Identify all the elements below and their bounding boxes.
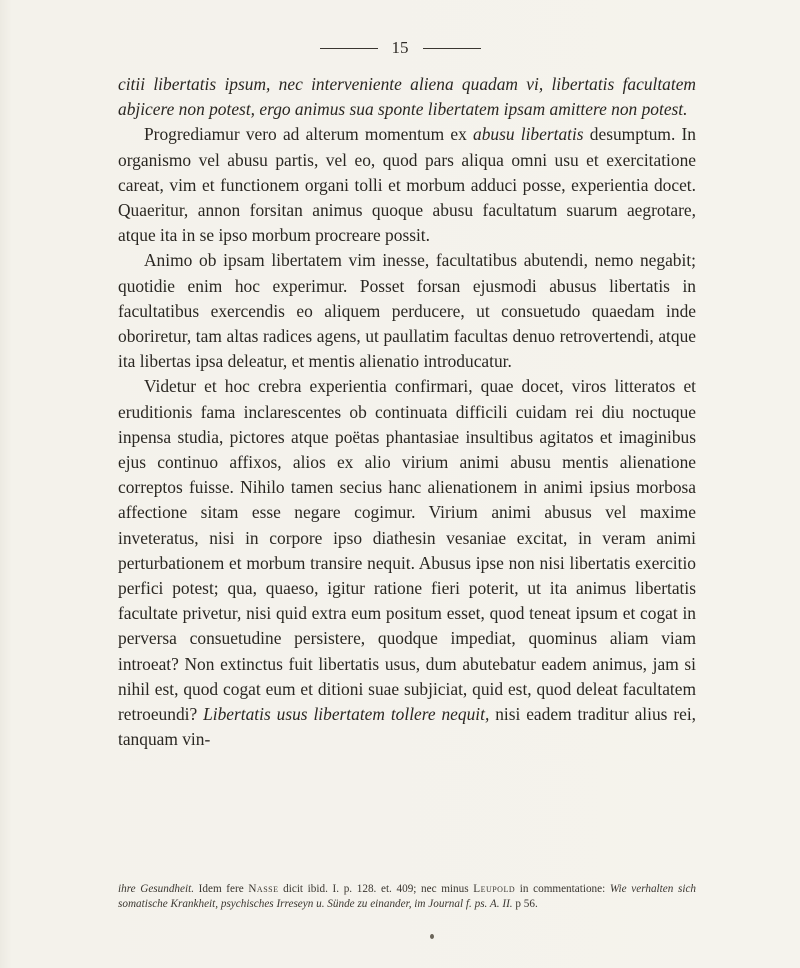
paragraph-4-text-a: Videtur et hoc crebra experientia confirmari, quae docet, viros litteratos et eruditionis fama inclarescentes ob continuata difficili cuidam rei diu noctuque inpensa studia, pictores atque poëtas phantasiae insultibus agitatos et imaginibus ejus continuo affixos, alios ex alio virium animi abusu mentis alienatione correptos fuisse. Nihilo tamen secius hanc alienationem in animi ipsius morbosa affectione sitam esse negare cogimur. Virium animi abusus vel maxime inveteratus, nisi in corpore ipso diathesin vesaniae excitat, in veram animi perturbationem et morbum transire nequit. Abusus ipse non nisi libertatis exercitio perfici potest; qua, quaeso, igitur ratione fieri poterit, ut ita animus libertatis facultate privetur, nisi quid extra eum positum esset, quod teneat ipsum et cogat in perversa consuetudine persistere, quodque impediat, quominus aliam viam introeat? Non extinctus fuit libertatis usus, dum abutebatur eadem animus, jam si nihil est, quod cogat eum et ditioni suae subjiciat, quid est, quod deleat facultatem retroeundi? bbox=[118, 376, 696, 725]
footnote-italic-1: ihre Gesundheit. bbox=[118, 883, 195, 895]
footnote-text-4: p 56. bbox=[512, 897, 538, 910]
footnote-text-3: in commentatione: bbox=[515, 883, 610, 895]
paragraph-1-italic: citii libertatis ipsum, nec interveniente aliena quadam vi, libertatis facultatem abjicere non potest, ergo animus sua sponte libertatem ipsam amittere non potest. bbox=[118, 74, 696, 120]
paragraph-2-text-a: Progrediamur vero ad alterum momentum ex bbox=[144, 124, 473, 145]
header-rule-left bbox=[320, 48, 378, 49]
paragraph-4-text-b: nisi eadem traditur alius rei, tanquam vin- bbox=[118, 704, 697, 750]
paragraph-3: Animo ob ipsam libertatem vim inesse, facultatibus abutendi, nemo negabit; quotidie enim hoc experimur. Posset forsan ejusmodi abusus libertatis in facultatibus exercendis eo aliquem perducere, ut consuetudo quaedam inde oborirеtur, tam altas radices agens, ut paullatim facultas denuo retrovertendi, atque ita libertas ipsa deleatur, et mentis alienatio introducatur. bbox=[118, 250, 696, 372]
footnote-author-nasse: Nasse bbox=[248, 883, 279, 895]
footnote-author-leupold: Leupold bbox=[473, 883, 516, 895]
paragraph-4 bbox=[118, 374, 696, 752]
paragraph-2-italic: abusu libertatis bbox=[473, 124, 584, 145]
footnote-text-2: dicit ibid. I. p. 128. et. 409; nec minus bbox=[278, 883, 474, 895]
footnote-italic-2: Wie verhalten sich somatische Krankheit, psychisches Irreseyn u. Sünde zu einander, im Journal f. ps. A. II. bbox=[118, 883, 697, 910]
page-number: 15 bbox=[391, 38, 409, 57]
paragraph-2 bbox=[118, 122, 696, 248]
footnote bbox=[118, 882, 696, 911]
paragraph-4-italic: Libertatis usus libertatem tollere nequit, bbox=[203, 704, 490, 725]
paragraph-1 bbox=[118, 72, 696, 122]
body-text bbox=[118, 72, 696, 752]
page-header bbox=[0, 38, 800, 58]
paragraph-2-text-b: desumptum. In organismo vel abusu partis, vel eo, quod pars aliqua omni usu et exercitatione careat, vim et functionem organi tolli et morbum adduci posse, experientia docet. Quaeritur, annon forsitan animus quoque abusu facultatum suarum aegrotare, atque ita in se ipso morbum procreare possit. bbox=[118, 124, 697, 246]
ink-speck bbox=[430, 934, 434, 939]
header-rule-right bbox=[423, 48, 481, 49]
footnote-text bbox=[118, 882, 696, 911]
footnote-text-1: Idem fere bbox=[194, 883, 249, 895]
